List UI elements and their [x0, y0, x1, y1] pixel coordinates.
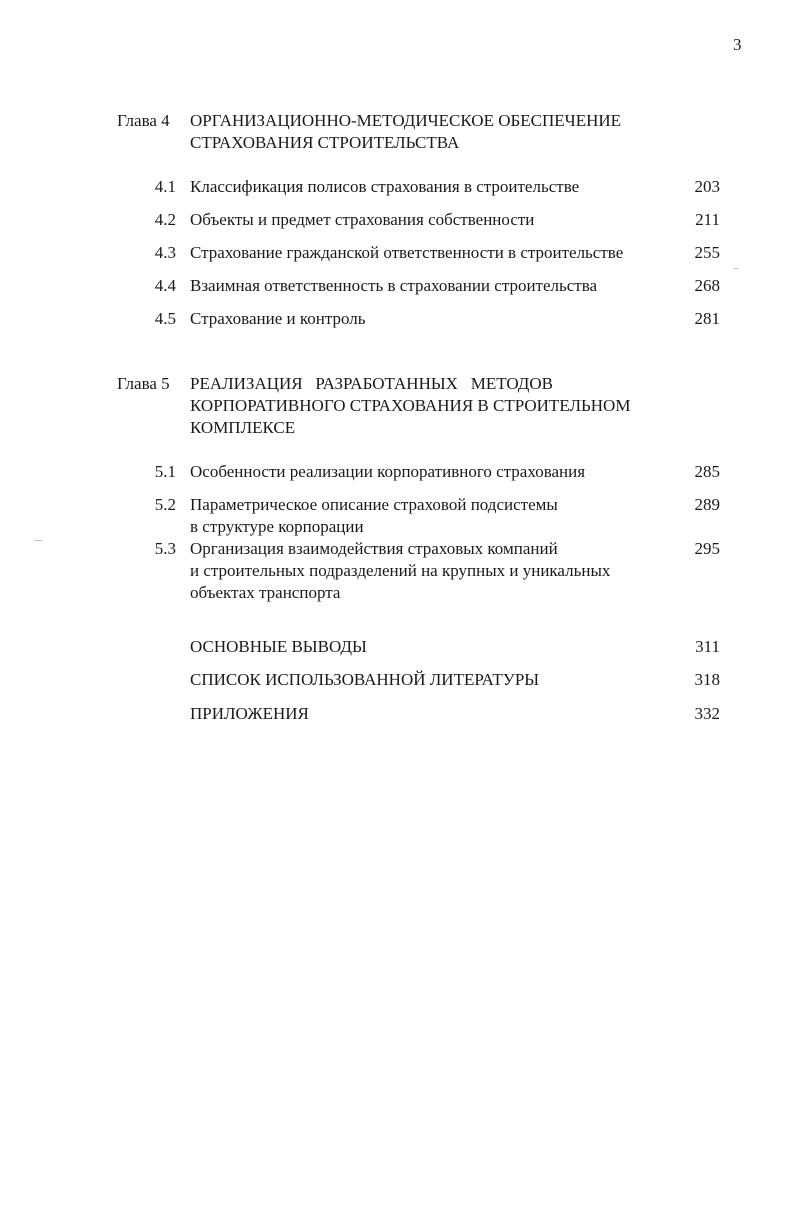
chapter-5-title-line: КОРПОРАТИВНОГО СТРАХОВАНИЯ В СТРОИТЕЛЬНОМ	[190, 396, 631, 415]
section-number: 4.4	[154, 276, 176, 295]
section-page: 289	[694, 495, 720, 514]
chapter-5-label: Глава 5	[117, 374, 170, 393]
section-number: 5.3	[154, 539, 176, 558]
section-title	[190, 494, 670, 538]
section-page: 281	[694, 309, 720, 328]
chapter-4-title-line: СТРАХОВАНИЯ СТРОИТЕЛЬСТВА	[190, 133, 460, 152]
back-matter-title: ОСНОВНЫЕ ВЫВОДЫ	[190, 637, 367, 656]
section-title: Особенности реализации корпоративного страхования	[190, 462, 586, 481]
section-title-line: объектах транспорта	[190, 583, 341, 602]
chapter-4-title-line: ОРГАНИЗАЦИОННО-МЕТОДИЧЕСКОЕ ОБЕСПЕЧЕНИЕ	[190, 111, 622, 130]
chapter-5-title-line: КОМПЛЕКСЕ	[190, 418, 296, 437]
page-number: 3	[733, 35, 742, 54]
section-number: 4.2	[154, 210, 176, 229]
chapter-5-title-line: РЕАЛИЗАЦИЯ РАЗРАБОТАННЫХ МЕТОДОВ	[190, 374, 554, 393]
section-title-line: в структуре корпорации	[190, 517, 364, 536]
section-number: 4.5	[154, 309, 176, 328]
section-title: Объекты и предмет страхования собственности	[190, 210, 535, 229]
section-number: 5.1	[154, 462, 176, 481]
section-number: 4.3	[154, 243, 176, 262]
chapter-4-title	[190, 110, 680, 154]
back-matter-page: 332	[694, 704, 720, 723]
section-page: 203	[694, 177, 720, 196]
back-matter-page: 311	[695, 637, 720, 656]
section-page: 268	[694, 276, 720, 295]
back-matter-page: 318	[694, 670, 720, 689]
section-title: Страхование и контроль	[190, 309, 366, 328]
section-title-line: Параметрическое описание страховой подсистемы	[190, 495, 558, 514]
scan-mark	[34, 540, 42, 541]
back-matter-title: СПИСОК ИСПОЛЬЗОВАННОЙ ЛИТЕРАТУРЫ	[190, 670, 540, 689]
section-number: 4.1	[154, 177, 176, 196]
section-page: 211	[695, 210, 720, 229]
section-page: 285	[694, 462, 720, 481]
chapter-5-title	[190, 373, 680, 439]
section-title: Взаимная ответственность в страховании строительства	[190, 276, 598, 295]
section-title	[190, 538, 670, 604]
section-title-line: Организация взаимодействия страховых компаний	[190, 539, 558, 558]
section-title-line: и строительных подразделений на крупных и уникальных	[190, 561, 611, 580]
section-page: 255	[694, 243, 720, 262]
section-title: Страхование гражданской ответственности в строительстве	[190, 243, 624, 262]
back-matter-title: ПРИЛОЖЕНИЯ	[190, 704, 309, 723]
section-title: Классификация полисов страхования в строительстве	[190, 177, 580, 196]
section-page: 295	[694, 539, 720, 558]
scan-mark	[734, 268, 738, 269]
section-number: 5.2	[154, 495, 176, 514]
chapter-4-label: Глава 4	[117, 111, 170, 130]
